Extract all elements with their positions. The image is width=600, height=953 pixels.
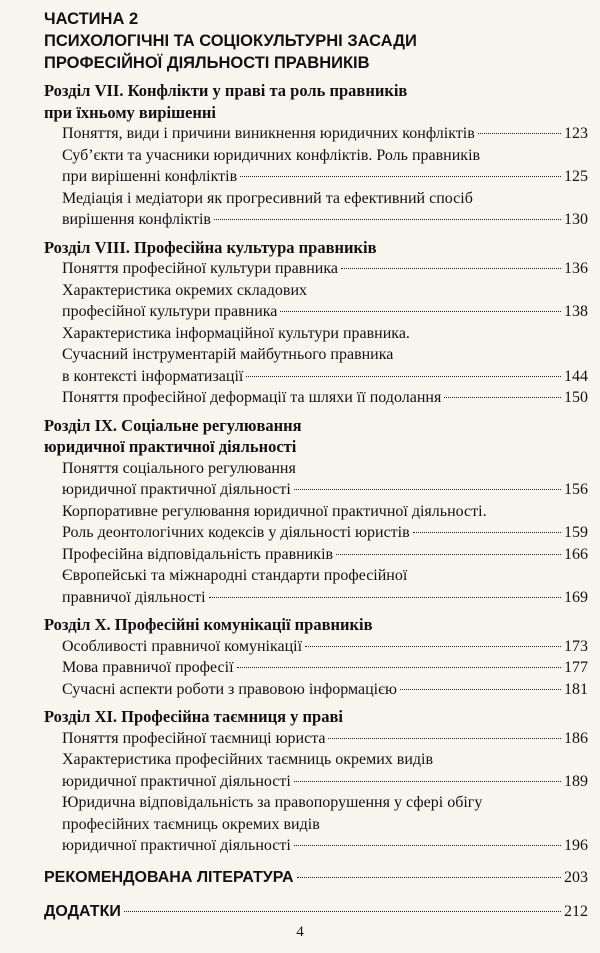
toc-entry-list [44, 458, 588, 609]
dot-leader [328, 738, 561, 739]
toc-page-number: 159 [564, 524, 588, 541]
page-number: 4 [296, 924, 304, 940]
dot-leader [305, 646, 561, 647]
section-title [44, 237, 588, 259]
toc-entry-line [62, 522, 588, 544]
toc-entry[interactable] [62, 636, 588, 658]
toc-toplevel-label: РЕКОМЕНДОВАНА ЛІТЕРАТУРА [44, 868, 294, 886]
toc-page-number: 136 [564, 260, 588, 277]
toc-entry-text: юридичної практичної діяльності [62, 481, 291, 498]
toc-entry[interactable] [62, 323, 588, 388]
toc-entry-text: Поняття професійної деформації та шляхи її подолання [62, 389, 442, 406]
toc-entry[interactable] [62, 501, 588, 544]
toc-section [44, 237, 588, 409]
toc-entry-line [62, 728, 588, 750]
part-heading [44, 8, 588, 74]
section-title-line: Розділ VII. Конфлікти у праві та роль правників [44, 81, 408, 100]
toc-entry-text: Європейські та міжнародні стандарти професійної [62, 567, 408, 584]
toc-entry-line [62, 544, 588, 566]
toc-entry-text: юридичної практичної діяльності [62, 772, 291, 790]
toc-entry[interactable] [62, 458, 588, 501]
toc-toplevel-entry[interactable] [44, 899, 588, 925]
toc-entry-text: Характеристика професійних таємниць окремих видів [62, 751, 434, 768]
toc-entry-text: вирішення конфліктів [62, 211, 211, 228]
toc-page-number: 169 [564, 588, 588, 606]
toc-entry[interactable] [62, 123, 588, 145]
toc-entry-line [62, 301, 588, 323]
part-heading-line: ПРОФЕСІЙНОЇ ДІЯЛЬНОСТІ ПРАВНИКІВ [44, 54, 370, 72]
toc-page-number: 144 [564, 367, 588, 385]
dot-leader [478, 133, 561, 134]
dot-leader [413, 532, 561, 533]
toc-toplevel-entry[interactable] [44, 865, 588, 891]
toc-page-number: 189 [564, 772, 588, 790]
dot-leader [246, 376, 561, 377]
toc-page-number: 173 [564, 637, 588, 655]
dot-leader [341, 268, 561, 269]
dot-leader [214, 219, 561, 220]
toc-entry-text: Роль деонтологічних кодексів у діяльності юристів [62, 524, 410, 541]
toc-entry-list [44, 123, 588, 231]
toc-entry-text: Юридична відповідальність за правопорушення у сфері обігу [62, 794, 483, 811]
toc-entry-line [62, 209, 588, 231]
section-title [44, 706, 588, 728]
part-heading-line: ЧАСТИНА 2 [44, 10, 139, 28]
toc-entry-text: Характеристика інформаційної культури правника. [62, 324, 410, 342]
toc-section [44, 614, 588, 700]
toc-entry-line [62, 657, 588, 679]
toc-page-number: 138 [564, 303, 588, 320]
toc-page-number: 196 [564, 837, 588, 854]
dot-leader [240, 176, 561, 177]
dot-leader [294, 489, 561, 490]
toc-entry[interactable] [62, 728, 588, 750]
toc-entry[interactable] [62, 387, 588, 409]
section-title-line: Розділ XI. Професійна таємниця у праві [44, 707, 343, 726]
toc-toplevel [44, 865, 588, 925]
section-title-line: Розділ X. Професійні комунікації правників [44, 615, 373, 634]
toc-entry-text: Поняття професійної таємниці юриста [62, 729, 326, 747]
toc-entry-text: професійних таємниць окремих видів [62, 815, 320, 833]
toc-entry-list [44, 258, 588, 409]
toc-sections [44, 80, 588, 857]
toc-toplevel-label: ДОДАТКИ [44, 902, 121, 920]
toc-entry-text: Професійна відповідальність правників [62, 545, 334, 563]
section-title-line: при їхньому вирішенні [44, 102, 216, 122]
section-title [44, 415, 588, 458]
toc-entry[interactable] [62, 145, 588, 188]
toc-entry[interactable] [62, 679, 588, 701]
toc-page-number: 130 [564, 211, 588, 228]
dot-leader [444, 397, 561, 398]
toc-entry-line [62, 258, 588, 280]
toc-entry[interactable] [62, 565, 588, 608]
toc-entry-text: Сучасний інструментарій майбутнього правника [62, 346, 394, 363]
toc-entry-text: Медіація і медіатори як прогресивний та ефективний спосіб [62, 189, 473, 207]
part-heading-line: ПСИХОЛОГІЧНІ ТА СОЦІОКУЛЬТУРНІ ЗАСАДИ [44, 32, 417, 50]
toc-entry-line [62, 835, 588, 857]
toc-entry[interactable] [62, 188, 588, 231]
dot-leader [400, 689, 561, 690]
toc-entry-text: юридичної практичної діяльності [62, 837, 291, 854]
toc-entry-text: Поняття соціального регулювання [62, 459, 296, 477]
toc-section [44, 706, 588, 857]
dot-leader [280, 311, 561, 312]
toc-entry[interactable] [62, 280, 588, 323]
toc-entry-line [62, 387, 588, 409]
dot-leader [297, 877, 561, 878]
toc-entry-line [62, 771, 588, 793]
toc-entry-text: Корпоративне регулювання юридичної практичної діяльності. [62, 502, 487, 520]
section-title [44, 80, 588, 123]
toc-entry-text: Характеристика окремих складових [62, 281, 308, 299]
toc-section [44, 80, 588, 231]
toc-page-number: 186 [564, 729, 588, 747]
dot-leader [124, 911, 561, 912]
toc-page-number: 177 [564, 659, 588, 676]
section-title-line: Розділ VIII. Професійна культура правників [44, 237, 377, 257]
toc-entry-line [62, 636, 588, 658]
toc-entry-text: при вирішенні конфліктів [62, 168, 238, 185]
toc-entry-text: Сучасні аспекти роботи з правовою інформацією [62, 680, 397, 698]
dot-leader [294, 845, 561, 846]
toc-entry-list [44, 728, 588, 857]
toc-page-number: 156 [564, 481, 588, 498]
toc-entry-text: в контексті інформатизації [62, 367, 244, 385]
toc-page-number: 203 [564, 868, 588, 886]
section-title-line: юридичної практичної діяльності [44, 437, 297, 456]
toc-entry-text: Мова правничої професії [62, 659, 234, 676]
toc-entry-text: Особливості правничої комунікації [62, 637, 303, 655]
toc-entry-line [62, 479, 588, 501]
section-title [44, 614, 588, 636]
toc-section [44, 415, 588, 609]
section-title-line: Розділ IX. Соціальне регулювання [44, 415, 302, 435]
toc-entry[interactable] [62, 749, 588, 792]
toc-page-number: 166 [564, 545, 588, 563]
toc-entry-list [44, 636, 588, 701]
dot-leader [209, 597, 561, 598]
dot-leader [237, 667, 561, 668]
toc-entry[interactable] [62, 657, 588, 679]
toc-page-number: 212 [564, 902, 588, 920]
dot-leader [294, 781, 561, 782]
toc-entry-line [62, 366, 588, 388]
toc-entry-text: професійної культури правника [62, 303, 278, 320]
toc-entry-text: Поняття професійної культури правника [62, 260, 338, 277]
toc-entry[interactable] [62, 544, 588, 566]
toc-page-number: 181 [564, 680, 588, 698]
toc-entry-text: правничої діяльності [62, 588, 206, 606]
toc-entry-line [62, 679, 588, 701]
toc-entry[interactable] [62, 258, 588, 280]
toc-entry-text: Поняття, види і причини виникнення юридичних конфліктів [62, 125, 475, 142]
dot-leader [336, 554, 561, 555]
toc-entry[interactable] [62, 792, 588, 857]
toc-page-number: 123 [564, 125, 588, 142]
toc-page-number: 150 [564, 389, 588, 406]
toc-entry-line [62, 587, 588, 609]
toc-entry-line [62, 123, 588, 145]
toc-entry-line [62, 166, 588, 188]
toc-page-number: 125 [564, 168, 588, 185]
toc-entry-text: Суб’єкти та учасники юридичних конфліктів. Роль правників [62, 146, 481, 164]
